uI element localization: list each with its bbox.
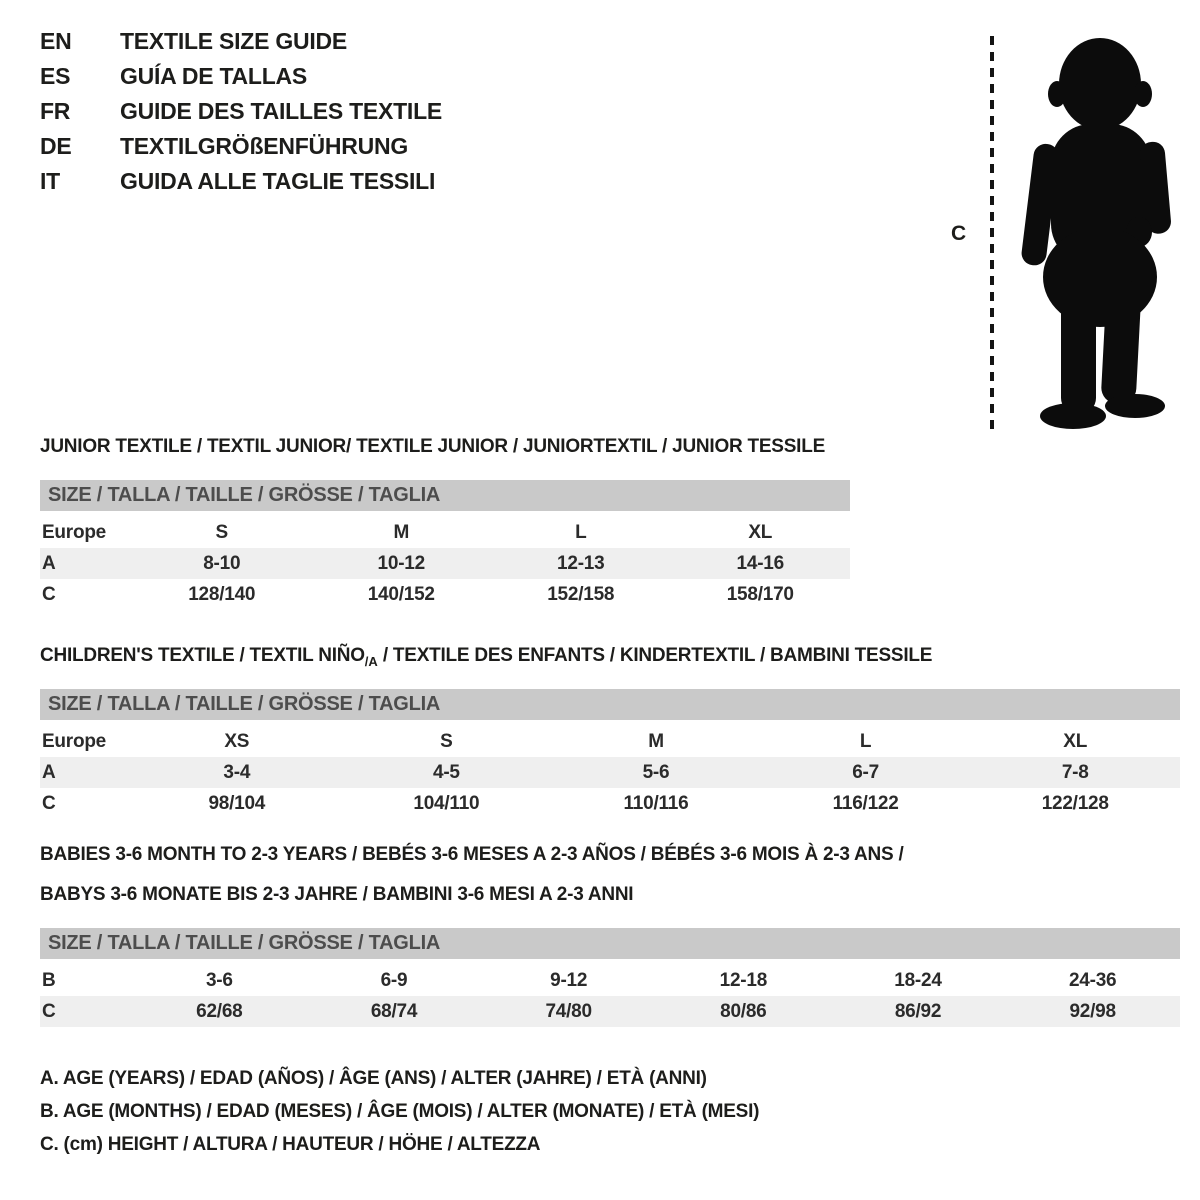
table-row-europe [40, 517, 850, 548]
language-row-fr [40, 94, 442, 129]
table-cell: 128/140 [188, 583, 256, 605]
table-cell: 104/110 [413, 792, 480, 814]
children-size-header-bar: SIZE / TALLA / TAILLE / GRÖSSE / TAGLIA [40, 689, 1180, 720]
table-row-age [40, 757, 1180, 788]
table-cell: 12-13 [557, 552, 605, 574]
baby-height-figure [945, 28, 1200, 442]
table-cell: 110/116 [623, 792, 689, 814]
children-section-title [40, 645, 932, 669]
table-cell: 24-36 [1068, 969, 1117, 991]
table-row-height [40, 788, 1180, 819]
language-row-en [40, 24, 442, 59]
row-label: Europe [42, 730, 107, 752]
table-cell: 14-16 [736, 552, 784, 574]
row-label: A [42, 761, 56, 783]
guide-title-de: TEXTILGRÖßENFÜHRUNG [120, 133, 409, 159]
guide-title-es: GUÍA DE TALLAS [120, 63, 308, 89]
children-textile-section [40, 637, 1180, 837]
table-cell: S [440, 730, 453, 752]
table-cell: 86/92 [894, 1000, 942, 1022]
children-title-prefix: CHILDREN'S TEXTILE / TEXTIL NIÑO [40, 645, 365, 666]
table-cell: 3-6 [205, 969, 233, 991]
language-code: DE [40, 133, 72, 159]
children-title-subscript: /A [364, 654, 378, 669]
height-measure-label: C [951, 222, 966, 245]
table-cell: S [215, 521, 228, 543]
guide-title-it: GUIDA ALLE TAGLIE TESSILI [120, 168, 436, 194]
table-cell: 62/68 [196, 1000, 243, 1022]
height-dashed-line [990, 36, 994, 434]
table-cell: M [393, 521, 410, 543]
table-cell: 6-9 [380, 969, 408, 991]
table-cell: 12-18 [719, 969, 768, 991]
table-cell: 74/80 [545, 1000, 592, 1022]
guide-title-en: TEXTILE SIZE GUIDE [120, 28, 347, 54]
table-row-age [40, 548, 850, 579]
table-cell: XL [1063, 730, 1088, 752]
table-cell: 92/98 [1069, 1000, 1116, 1022]
table-cell: 140/152 [367, 583, 435, 605]
table-cell: 158/170 [726, 583, 794, 605]
table-row-height [40, 579, 850, 610]
table-cell: 98/104 [208, 792, 266, 814]
babies-section-title-line1: BABIES 3-6 MONTH TO 2-3 YEARS / BEBÉS 3-6 MESES A 2-3 AÑOS / BÉBÉS 3-6 MOIS À 2-3 ANS / [40, 844, 904, 865]
table-row-months [40, 965, 1180, 996]
language-code: IT [40, 168, 60, 194]
junior-textile-section [40, 428, 850, 628]
table-cell: 80/86 [720, 1000, 767, 1022]
babies-table [40, 965, 1180, 1027]
table-cell: 4-5 [433, 761, 460, 783]
table-row-europe [40, 726, 1180, 757]
row-label: Europe [42, 521, 107, 543]
row-label: A [42, 552, 56, 574]
language-row-es [40, 59, 442, 94]
babies-section-title-line2: BABYS 3-6 MONATE BIS 2-3 JAHRE / BAMBINI 3-6 MESI A 2-3 ANNI [40, 884, 634, 905]
row-label: B [42, 969, 56, 991]
table-cell: XS [224, 730, 250, 752]
table-cell: 122/128 [1041, 792, 1109, 814]
row-label: C [42, 583, 56, 605]
toddler-silhouette-icon [1007, 32, 1192, 436]
language-row-de [40, 129, 442, 164]
junior-size-header-bar: SIZE / TALLA / TAILLE / GRÖSSE / TAGLIA [40, 480, 850, 511]
legend-age-months: B. AGE (MONTHS) / EDAD (MESES) / ÂGE (MOIS) / ALTER (MONATE) / ETÀ (MESI) [40, 1101, 760, 1122]
table-cell: 8-10 [203, 552, 241, 574]
language-code: FR [40, 98, 71, 124]
row-label: C [42, 792, 56, 814]
table-cell: 152/158 [547, 583, 615, 605]
junior-table [40, 517, 850, 610]
table-cell: 3-4 [223, 761, 251, 783]
table-cell: L [575, 521, 587, 543]
table-row-height [40, 996, 1180, 1027]
table-cell: 5-6 [642, 761, 670, 783]
legend-height-cm: C. (cm) HEIGHT / ALTURA / HAUTEUR / HÖHE / ALTEZZA [40, 1134, 541, 1155]
table-cell: 6-7 [852, 761, 879, 783]
legend-age-years: A. AGE (YEARS) / EDAD (AÑOS) / ÂGE (ANS) / ALTER (JAHRE) / ETÀ (ANNI) [40, 1068, 707, 1089]
table-cell: L [859, 730, 872, 752]
table-cell: 7-8 [1061, 761, 1089, 783]
children-title-suffix: / TEXTILE DES ENFANTS / KINDERTEXTIL / BAMBINI TESSILE [377, 645, 933, 666]
measure-legend [40, 1062, 759, 1161]
language-code: ES [40, 63, 71, 89]
babies-size-header-bar: SIZE / TALLA / TAILLE / GRÖSSE / TAGLIA [40, 928, 1180, 959]
junior-section-title: JUNIOR TEXTILE / TEXTIL JUNIOR/ TEXTILE JUNIOR / JUNIORTEXTIL / JUNIOR TESSILE [40, 436, 826, 457]
guide-title-fr: GUIDE DES TAILLES TEXTILE [120, 98, 442, 124]
language-code: EN [40, 28, 72, 54]
language-title-list [40, 24, 442, 199]
babies-textile-section [40, 840, 1180, 1040]
table-cell: 68/74 [370, 1000, 418, 1022]
row-label: C [42, 1000, 56, 1022]
table-cell: 10-12 [377, 552, 425, 574]
language-row-it [40, 164, 442, 199]
table-cell: 116/122 [832, 792, 899, 814]
table-cell: 18-24 [894, 969, 942, 991]
table-cell: XL [748, 521, 773, 543]
children-table [40, 726, 1180, 819]
table-cell: 9-12 [550, 969, 588, 991]
table-cell: M [648, 730, 664, 752]
